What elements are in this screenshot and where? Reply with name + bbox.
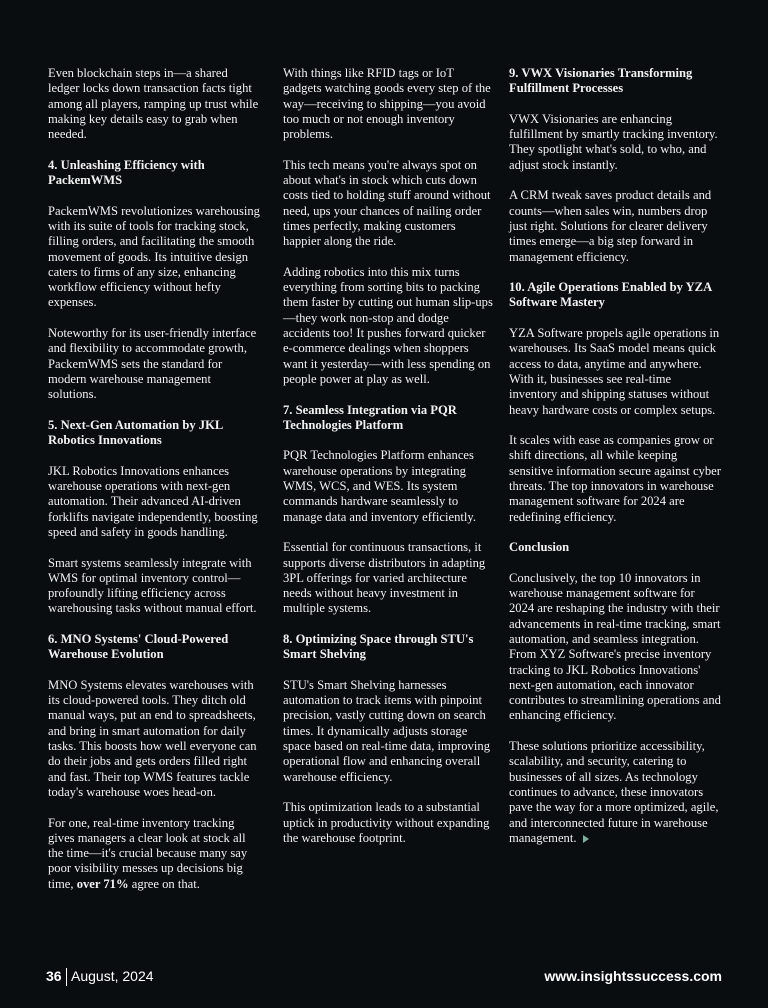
section-heading-4: 4. Unleashing Efficiency with PackemWMS — [48, 157, 205, 188]
paragraph: Essential for continuous transactions, it supports diverse distributors in adapting 3PL offerings for varied architecture needs without heavy investment in multiple systems. — [283, 540, 486, 616]
paragraph: MNO Systems elevates warehouses with its cloud-powered tools. They ditch old manual ways, put an end to spreadsheets, and bring in smart automation for daily tasks. This boosts how well everyone can do their jobs and gets orders filled right and fast. Their top WMS features tackle today's warehouse woes head-on. — [48, 677, 257, 799]
section-heading-8: 8. Optimizing Space through STU's Smart Shelving — [283, 631, 474, 662]
footer-divider — [66, 968, 67, 986]
paragraph: This optimization leads to a substantial uptick in productivity without expanding the warehouse footprint. — [283, 800, 490, 845]
paragraph-text: agree on that. — [128, 876, 200, 891]
paragraph: JKL Robotics Innovations enhances warehouse operations with next-gen automation. Their advanced AI-driven forklifts navigate independently, boosting speed and safety in goods handling. — [48, 463, 258, 539]
conclusion-heading: Conclusion — [509, 540, 570, 555]
paragraph: A CRM tweak saves product details and counts—when sales win, numbers drop just right. Solutions for clearer delivery times emerge—a big step forward in management efficiency. — [509, 188, 712, 264]
statistic-highlight: over 71% — [76, 876, 129, 891]
paragraph: Noteworthy for its user-friendly interface and flexibility to accommodate growth, PackemWMS sets the standard for modern warehouse management solutions. — [48, 326, 257, 402]
website-link[interactable]: www.insightssuccess.com — [544, 968, 722, 984]
paragraph: VWX Visionaries are enhancing fulfillment by smartly tracking inventory. They spotlight what's sold, to who, and adjust stock instantly. — [509, 111, 718, 172]
paragraph: Smart systems seamlessly integrate with WMS for optimal inventory control—profoundly lifting efficiency across warehousing tasks without manual effort. — [48, 555, 257, 616]
paragraph: PackemWMS revolutionizes warehousing with its suite of tools for tracking stock, filling orders, and facilitating the smooth movement of goods. Its intuitive design caters to firms of any size, enhancing workflow efficiency without hefty expenses. — [48, 203, 260, 310]
page-footer — [0, 966, 768, 990]
column-1 — [48, 66, 260, 907]
issue-date: August, 2024 — [71, 968, 154, 984]
paragraph: STU's Smart Shelving harnesses automation to track items with pinpoint precision, vastly cutting down on search times. It dynamically adjusts storage space based on real-time data, improving operational flow and enhancing overall warehouse efficiency. — [283, 677, 491, 784]
section-heading-10: 10. Agile Operations Enabled by YZA Software Mastery — [509, 280, 712, 310]
paragraph: This tech means you're always spot on about what's in stock which cuts down costs tied to holding stuff around without need, ups your chances of nailing order times perfectly, making customers happier along the ride. — [283, 157, 491, 249]
column-3 — [509, 66, 721, 861]
section-heading-5: 5. Next-Gen Automation by JKL Robotics Innovations — [48, 417, 223, 448]
column-2 — [283, 66, 495, 861]
paragraph — [48, 816, 260, 892]
paragraph: With things like RFID tags or IoT gadgets watching goods every step of the way—receiving to shipping—you avoid too much or not enough inventory problems. — [283, 66, 491, 142]
section-heading-7: 7. Seamless Integration via PQR Technologies Platform — [283, 402, 457, 432]
section-heading-9: 9. VWX Visionaries Transforming Fulfillment Processes — [509, 66, 693, 96]
paragraph: Even blockchain steps in—a shared ledger locks down transaction facts tight among all players, ramping up trust while making key details easy to grab when needed. — [48, 66, 259, 142]
page-number: 36 — [46, 968, 62, 984]
section-heading-6: 6. MNO Systems' Cloud-Powered Warehouse Evolution — [48, 631, 229, 662]
paragraph-text: These solutions prioritize accessibility, scalability, and security, catering to businesses of all sizes. As technology continues to advance, these innovators pave the way for a more optimized, agile, and interconnected future in warehouse management. — [509, 739, 719, 845]
paragraph: Adding robotics into this mix turns everything from sorting bits to packing them faster by cutting out human slip-ups—they work non-stop and dodge accidents too! It pushes forward quicker e-commerce dealings when shoppers want it yesterday—with less spending on people power at play as well. — [283, 264, 493, 386]
paragraph: YZA Software propels agile operations in warehouses. Its SaaS model means quick access to data, anytime and anywhere. With it, businesses see real-time inventory and shipping statuses without heavy hardware costs or complex setups. — [509, 326, 720, 417]
paragraph — [509, 739, 721, 846]
paragraph: It scales with ease as companies grow or shift directions, all while keeping sensitive information secure against cyber threats. The top innovators in warehouse management software for 2024 are redefining efficiency. — [509, 433, 721, 524]
paragraph: Conclusively, the top 10 innovators in warehouse management software for 2024 are reshaping the industry with their advancements in real-time tracking, smart automation, and seamless integration. From XYZ Software's precise inventory tracking to JKL Robotics Innovations' next-gen automation, each innovator contributes to streamlining operations and enhancing efficiency. — [509, 570, 721, 723]
paragraph-text: For one, real-time inventory tracking gives managers a clear look at stock all the time—it's crucial because many say poor visibility messes up decisions big time, — [48, 815, 248, 891]
triangle-end-icon — [583, 835, 589, 843]
paragraph: PQR Technologies Platform enhances warehouse operations by integrating WMS, WCS, and WES. Its system commands hardware seamlessly to manage data and inventory efficiently. — [283, 448, 477, 524]
